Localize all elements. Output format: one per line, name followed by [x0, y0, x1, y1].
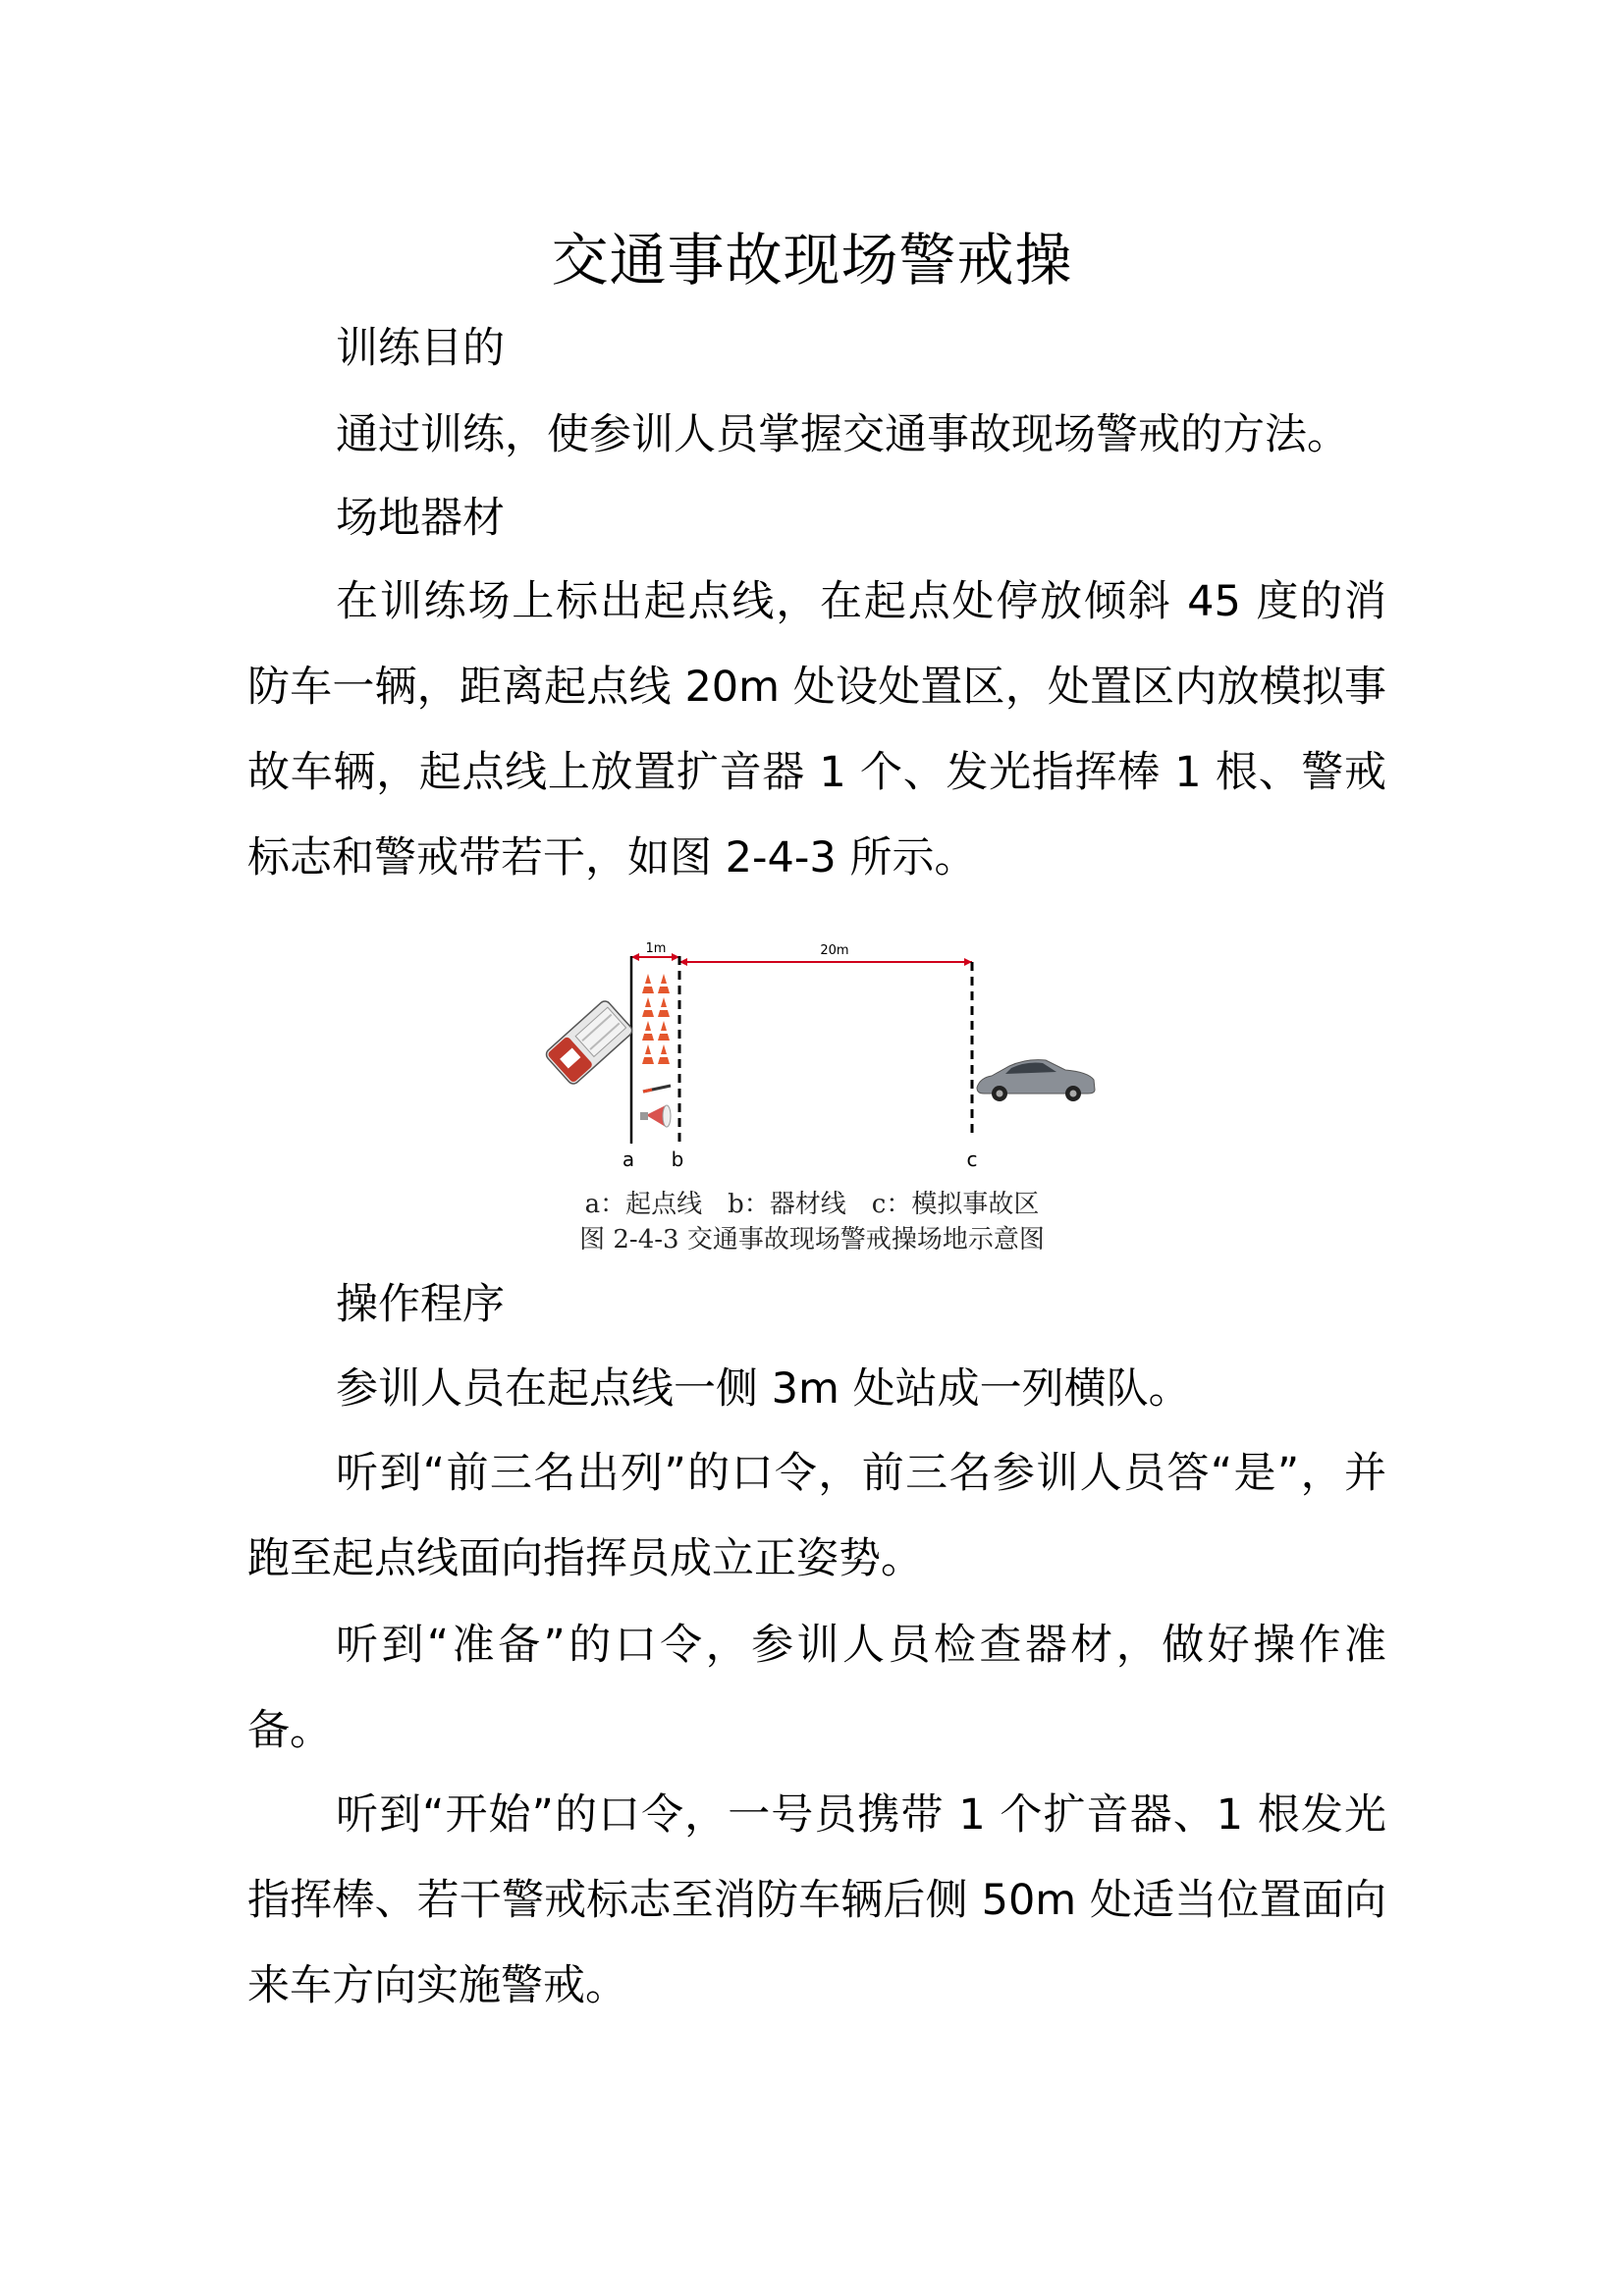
- paragraph-procedure-2: 听到“前三名出列”的口令，前三名参训人员答“是”，并跑至起点线面向指挥员成立正姿势。: [247, 1449, 1386, 1583]
- figure-legend: a：起点线 b：器材线 c：模拟事故区: [584, 1190, 1040, 1219]
- label-a: a: [622, 1148, 635, 1171]
- figure-caption: 图 2-4-3 交通事故现场警戒操场地示意图: [579, 1225, 1045, 1255]
- section-heading-purpose: 训练目的: [336, 324, 505, 373]
- site-diagram: [530, 933, 1100, 1188]
- dimension-1m: [631, 941, 679, 961]
- megaphone-icon: [640, 1105, 671, 1127]
- paragraph-procedure-4: 听到“开始”的口令，一号员携带 1 个扩音器、1 根发光指挥棒、若干警戒标志至消防车辆后侧 50m 处适当位置面向来车方向实施警戒。: [247, 1790, 1386, 2010]
- section-heading-equipment: 场地器材: [336, 494, 505, 543]
- dim-1m-label: 1m: [645, 941, 667, 956]
- page-title: 交通事故现场警戒操: [551, 227, 1073, 294]
- label-b: b: [671, 1148, 684, 1171]
- paragraph-procedure-3: 听到“准备”的口令，参训人员检查器材，做好操作准备。: [247, 1621, 1386, 1755]
- fire-truck-icon: [544, 999, 634, 1087]
- accident-car-icon: [977, 1060, 1095, 1101]
- dimension-20m: [679, 943, 972, 966]
- dim-20m-label: 20m: [820, 943, 849, 958]
- label-c: c: [966, 1148, 978, 1171]
- traffic-cones-icon: [642, 974, 670, 1064]
- paragraph-equipment: 在训练场上标出起点线，在起点处停放倾斜 45 度的消防车一辆，距离起点线 20m 处设处置区，处置区内放模拟事故车辆，起点线上放置扩音器 1 个、发光指挥棒 1 根、警戒标志和警戒带若干，如图 2-4-3 所示。: [247, 577, 1386, 882]
- paragraph-purpose: 通过训练，使参训人员掌握交通事故现场警戒的方法。: [336, 410, 1349, 459]
- paragraph-procedure-1: 参训人员在起点线一侧 3m 处站成一列横队。: [336, 1364, 1191, 1414]
- section-heading-procedure: 操作程序: [336, 1280, 505, 1329]
